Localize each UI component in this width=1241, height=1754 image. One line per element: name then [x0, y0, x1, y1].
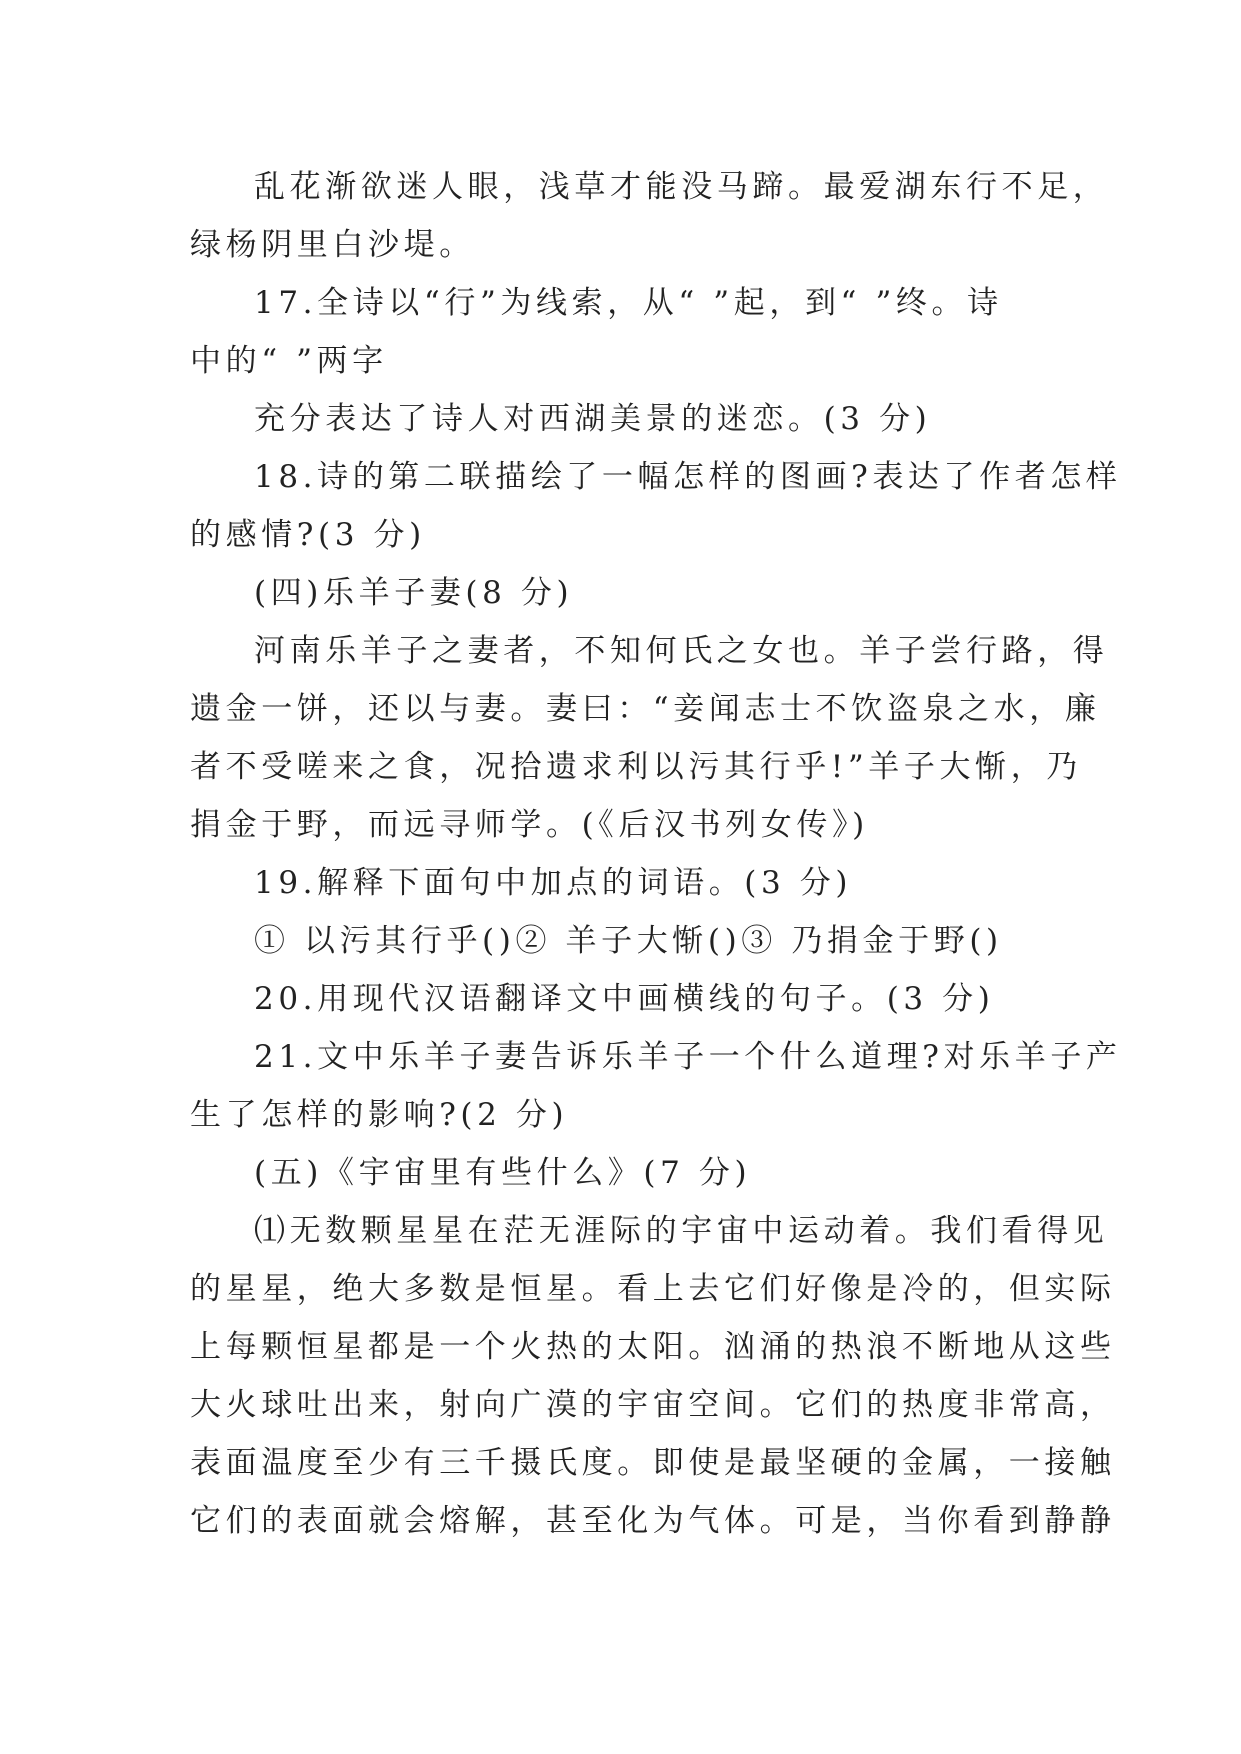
question-20: 20.用现代汉语翻译文中画横线的句子。(3 分) — [254, 981, 995, 1017]
document-body — [190, 158, 1122, 1550]
question-19: 19.解释下面句中加点的词语。(3 分) — [254, 865, 853, 901]
question-17: 17.全诗以“行”为线索，从“ ”起，到“ ”终。诗 — [254, 285, 1003, 321]
passage-5-line-5: 表面温度至少有三千摄氏度。即使是最坚硬的金属，一接触 — [190, 1445, 1116, 1481]
passage-4-line-1: 河南乐羊子之妻者，不知何氏之女也。羊子尝行路，得 — [254, 633, 1109, 669]
question-19-items: ① 以污其行乎()② 羊子大惭()③ 乃捐金于野() — [254, 923, 1003, 959]
poem-line-1: 乱花渐欲迷人眼，浅草才能没马蹄。最爱湖东行不足， — [254, 169, 1109, 205]
passage-5-line-2: 的星星，绝大多数是恒星。看上去它们好像是冷的，但实际 — [190, 1271, 1116, 1307]
question-17-cont: 中的“ ”两字 — [190, 343, 388, 379]
question-21-cont: 生了怎样的影响?(2 分) — [190, 1097, 569, 1133]
question-21: 21.文中乐羊子妻告诉乐羊子一个什么道理?对乐羊子产 — [254, 1039, 1122, 1075]
question-18-cont: 的感情?(3 分) — [190, 517, 426, 553]
question-18: 18.诗的第二联描绘了一幅怎样的图画?表达了作者怎样 — [254, 459, 1122, 495]
passage-5-line-3: 上每颗恒星都是一个火热的太阳。汹涌的热浪不断地从这些 — [190, 1329, 1116, 1365]
passage-4-line-2: 遗金一饼，还以与妻。妻曰：“妾闻志士不饮盗泉之水，廉 — [190, 691, 1101, 727]
section-4-heading: (四)乐羊子妻(8 分) — [254, 575, 574, 611]
passage-5-line-6: 它们的表面就会熔解，甚至化为气体。可是，当你看到静静 — [190, 1503, 1116, 1539]
section-5-heading: (五)《宇宙里有些什么》(7 分) — [254, 1155, 752, 1191]
question-17-cont-2: 充分表达了诗人对西湖美景的迷恋。(3 分) — [254, 401, 932, 437]
passage-5-line-4: 大火球吐出来，射向广漠的宇宙空间。它们的热度非常高， — [190, 1387, 1116, 1423]
passage-4-line-3: 者不受嗟来之食，况拾遗求利以污其行乎!”羊子大惭，乃 — [190, 749, 1082, 785]
passage-4-line-4: 捐金于野，而远寻师学。(《后汉书列女传》) — [190, 807, 869, 843]
passage-5-line-1: ⑴无数颗星星在茫无涯际的宇宙中运动着。我们看得见 — [254, 1213, 1109, 1249]
poem-line-2: 绿杨阴里白沙堤。 — [190, 227, 475, 263]
